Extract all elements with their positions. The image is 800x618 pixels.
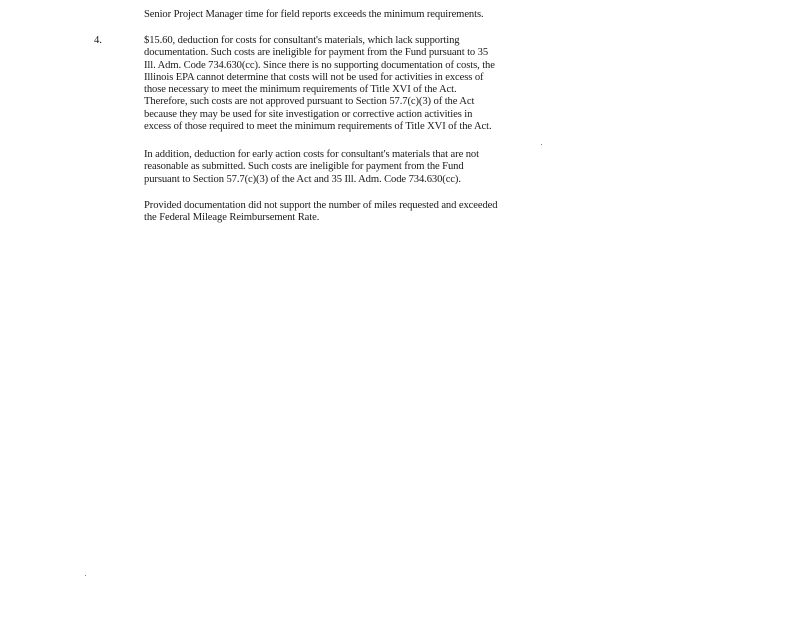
text-line: $15.60, deduction for costs for consultant's materials, which lack supporting [144,35,460,46]
text-line: In addition, deduction for early action costs for consultant's materials that are not [144,149,479,160]
paragraph-materials-deduction [144,35,495,133]
text-line: because they may be used for site investigation or corrective action activities in [144,108,473,120]
paragraph-mileage [144,200,497,225]
text-line: Provided documentation did not support the number of miles requested and exceeded [144,200,498,211]
text-line: Senior Project Manager time for field reports exceeds the minimum requirements. [144,9,484,20]
scan-speck [85,575,86,576]
item-number: 4. [94,35,102,46]
continuation-line [144,9,484,21]
text-line: documentation. Such costs are ineligible for payment from the Fund pursuant to 35 [144,47,489,59]
text-line: excess of those required to meet the minimum requirements of Title XVI of the Act. [144,121,492,133]
text-line: pursuant to Section 57.7(c)(3) of the Act and 35 Ill. Adm. Code 734.630(cc). [144,173,461,185]
text-line: Illinois EPA cannot determine that costs will not be used for activities in excess of [144,71,484,83]
text-line: the Federal Mileage Reimbursement Rate. [144,212,320,224]
text-line: those necessary to meet the minimum requirements of Title XVI of the Act. [144,84,457,96]
text-line: Ill. Adm. Code 734.630(cc). Since there is no supporting documentation of costs, the [144,59,495,71]
text-line: Therefore, such costs are not approved pursuant to Section 57.7(c)(3) of the Act [144,96,475,108]
text-line: reasonable as submitted. Such costs are ineligible for payment from the Fund [144,161,464,173]
paragraph-early-action-deduction [144,149,479,186]
scan-speck [541,144,542,145]
